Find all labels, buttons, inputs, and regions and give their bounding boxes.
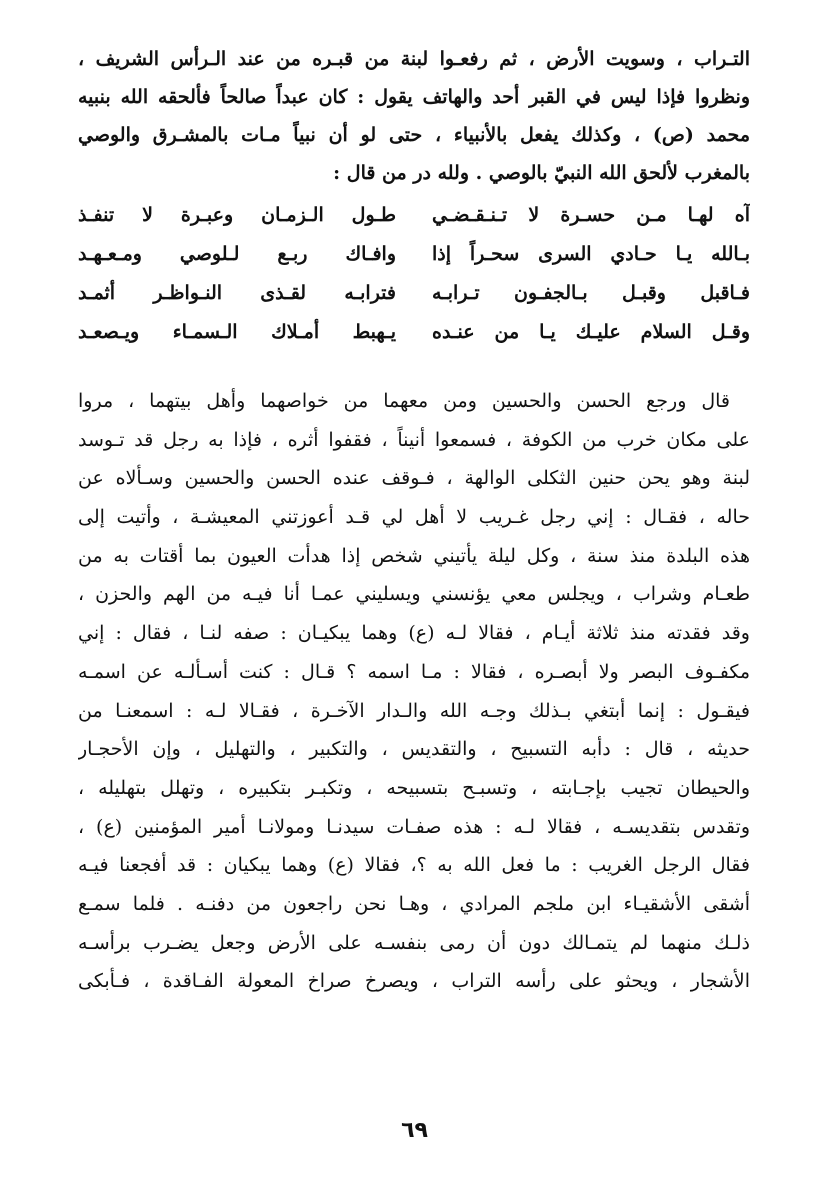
- verse-first-hemistich: فـاقبل وقبـل بـالجفـون تـرابـه: [432, 282, 750, 304]
- poem-verse: [78, 274, 750, 313]
- paragraph-line: محمد (ص) ، وكذلك يفعل بالأنبياء ، حتى لو أن نبياً مـات بالمشـرق والوصي: [78, 124, 750, 146]
- paragraph-line: ونظروا فإذا ليس في القبر أحد والهاتف يقول : كان عبداً صالحاً فألحقه الله بنبيه: [78, 86, 750, 108]
- paragraph-line: هذه البلدة منذ سنة ، وكل ليلة يأتيني شخص إذا هدأت العيون بما أقتات به من: [78, 544, 750, 567]
- paragraph-line: لبنة وهو يحن حنين الثكلى الوالهة ، فـوقف عنده الحسن والحسين وسـألاه عن: [78, 467, 750, 490]
- paragraph-line: ذلـك منهما لم يتمـالك دون أن رمى بنفسـه على الأرض وجعل يضـرب برأسـه: [78, 931, 750, 954]
- paragraph-line: قال ورجع الحسن والحسين ومن معهما من خواصهما وأهل بيتهما ، مروا: [78, 390, 730, 412]
- paragraph-line: طعـام وشراب ، ويجلس معي يؤنسني ويسليني عمـا أنا فيـه من الهم والحزن ،: [78, 583, 750, 606]
- paragraph-line: حاله ، فقـال : إني رجل غـريب لا أهل لي قـد أعوزتني المعيشـة ، وأتيت إلى: [78, 506, 750, 529]
- paragraph-line: مكفـوف البصر ولا أبصـره ، فقالا : مـا اسمه ؟ قـال : كنت أسـألـه عن اسمـه: [78, 660, 750, 683]
- poem: [78, 196, 750, 352]
- verse-first-hemistich: وقـل السلام عليـك يـا من عنـده: [432, 321, 750, 343]
- poem-verse: [78, 235, 750, 274]
- verse-second-hemistich: فترابـه لقـذى النـواظـر أثمـد: [78, 282, 396, 304]
- paragraph-line: بالمغرب لألحق الله النبيّ بالوصي . ولله در من قال :: [333, 162, 750, 184]
- paragraph-line: التـراب ، وسويت الأرض ، ثم رفعـوا لبنة من قبـره من عند الـرأس الشريف ،: [78, 48, 750, 70]
- paragraph-line: أشقى الأشقيـاء ابن ملجم المرادي ، وهـا نحن راجعون من دفنـه . فلما سمـع: [78, 892, 750, 915]
- paragraph-line: والحيطان تجيب بإجـابته ، وتسبـح بتسبيحه ، وتكبـر بتكبيره ، وتهلل بتهليله ،: [78, 776, 750, 799]
- verse-second-hemistich: طـول الـزمـان وعبـرة لا تنفـذ: [78, 204, 396, 226]
- verse-second-hemistich: وافـاك ربـع لـلوصي ومـعـهـد: [78, 243, 396, 265]
- verse-first-hemistich: آه لهـا مـن حسـرة لا تـنـقـضـي: [432, 204, 750, 226]
- top-paragraph: [78, 40, 750, 192]
- main-paragraph: [78, 382, 750, 1001]
- paragraph-line: فقال الرجل الغريب : ما فعل الله به ؟، فقالا (ع) وهما يبكيان : قد أفجعنا فيـه: [78, 854, 750, 877]
- poem-verse: [78, 196, 750, 235]
- paragraph-line: وقد فقدته منذ ثلاثة أيـام ، فقالا لـه (ع) وهما يبكيـان : صفه لنـا ، فقال : إني: [78, 622, 750, 645]
- verse-second-hemistich: يـهبط أمـلاك الـسمـاء ويـصعـد: [78, 321, 396, 343]
- verse-first-hemistich: بـالله يـا حـادي السرى سحـراً إذا: [432, 243, 750, 265]
- paragraph-line: فيقـول : إنما أبتغي بـذلك وجـه الله والـدار الآخـرة ، فقـالا لـه : اسمعنـا من: [78, 699, 750, 722]
- paragraph-line: على مكان خرب من الكوفة ، فسمعوا أنيناً ، فقفوا أثره ، فإذا به رجل قد تـوسد: [78, 428, 750, 451]
- paragraph-line: الأشجار ، ويحثو على رأسه التراب ، ويصرخ صراخ المعولة الفـاقدة ، فـأبكى: [78, 970, 750, 993]
- poem-verse: [78, 313, 750, 352]
- paragraph-line: حديثه ، قال : دأبه التسبيح ، والتقديس ، والتكبير ، والتهليل ، وإن الأحجـار: [78, 738, 750, 761]
- paragraph-line: وتقدس بتقديسـه ، فقالا لـه : هذه صفـات سيدنـا ومولانـا أمير المؤمنين (ع) ،: [78, 815, 750, 838]
- page-number: ٦٩: [401, 1118, 428, 1143]
